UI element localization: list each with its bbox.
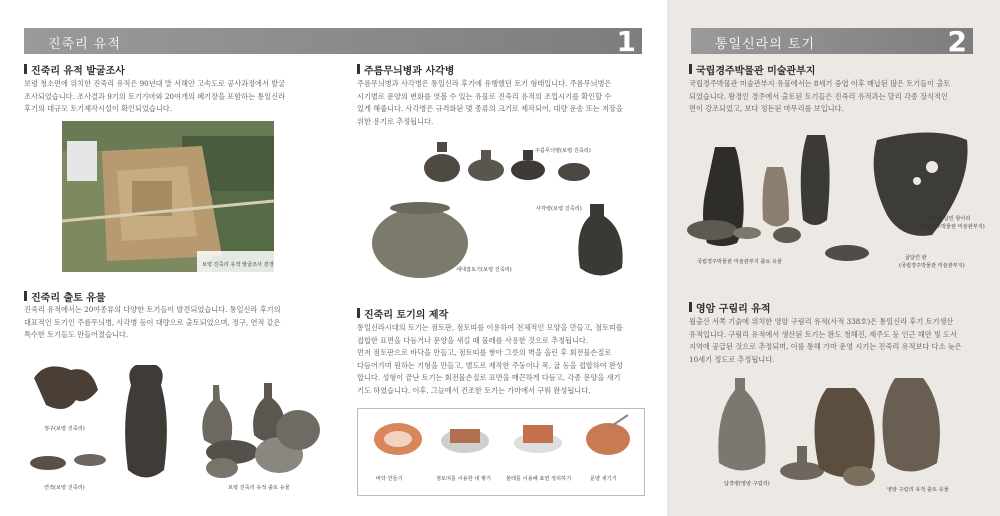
heading-bar: [689, 302, 692, 312]
caption-flat-bottle: 납작병(영암 구림리): [724, 481, 770, 487]
text-line: 먼저 점토판으로 바닥을 만들고, 점토띠를 쌓아 그릇의 벽을 올린 후 회전물손질로: [357, 348, 612, 357]
caption-museum-artifacts: 국립경주박물관 미술관부지 출토 유물: [697, 259, 783, 265]
caption-jinjuk-artifacts: 보령 진죽리 유적 출토 유물: [228, 485, 290, 491]
heading-excavation: 진죽리 유적 발굴조사: [31, 66, 125, 77]
text-line: 조사되었습니다. 조사결과 9기의 토기가마와 20여개의 폐기장을 포함하는 통일신라: [24, 91, 286, 101]
banner-title: 통일신라의 토기: [715, 37, 816, 52]
text-line: 특수한 토기들도 만들어졌습니다.: [24, 330, 129, 339]
paragraph-production: [357, 322, 647, 397]
paragraph-gurimri: [689, 316, 989, 366]
text-line: 주름무늬병과 사각병은 통일신라 후기에 유행했던 토기 형태입니다. 주름무늬병은: [357, 79, 612, 88]
paragraph-artifacts: [24, 304, 324, 342]
gurimri-pottery-group: [697, 368, 987, 498]
production-steps-panel: [357, 408, 645, 496]
heading-bar: [24, 291, 27, 301]
paragraph-bottles: [357, 78, 647, 128]
aerial-photo-graphic: [62, 121, 274, 272]
text-line: 다듬어가며 원하는 기형을 만들고, 별도로 제작한 주둥이나 목, 굽 등을 접합하여 완성: [357, 360, 623, 370]
text-line: 진죽리 유적에서는 20여종류의 다양한 토기들이 발견되었습니다. 통일신라 후기의: [24, 305, 281, 314]
heading-bar: [24, 64, 27, 74]
heading-production: 진죽리 토기의 제작: [364, 310, 449, 321]
text-line: 위한 용기로 추정됩니다.: [357, 116, 434, 126]
text-line: 기도 하였습니다. 이후, 그늘에서 건조한 토기는 가마에서 구워 완성됩니다.: [357, 385, 591, 395]
banner-number: 1: [616, 25, 636, 58]
section-banner-2: [691, 25, 973, 58]
bottles-pottery-group: [368, 138, 648, 286]
text-line: 면이 강조되었고, 보다 정돈된 마무리를 보입니다.: [689, 104, 844, 113]
caption-yeonjeok: 연적(보령 진죽리): [44, 485, 85, 491]
text-line: 합니다. 성형이 끝난 토기는 회전물손질로 표면을 매끈하게 다듬고, 각종 문양을 새기: [357, 373, 621, 382]
caption-gurimri-artifacts: 영암 구림리 유적 출토 유물: [887, 487, 949, 493]
step-caption-4: 문양 새기기: [590, 476, 617, 482]
text-line: 유적입니다. 구림리 유적에서 생산된 토기는 완도 청해진, 제주도 등 인근 해안 및 도서: [689, 329, 958, 339]
text-line: 10세기 정도로 추정됩니다.: [689, 354, 775, 364]
heading-museum-site: 국립경주박물관 미술관부지: [696, 66, 816, 77]
caption-jar: 세대잡토기(보령 진죽리): [456, 267, 512, 273]
step-caption-2: 점토띠를 이용한 내 쌓기: [436, 476, 492, 482]
paragraph-museum-site: [689, 78, 989, 116]
caption-handled-jar: 손잡이 달린 항아리: [927, 216, 971, 222]
text-line: 있게 해줍니다. 사각병은 규격화된 몇 종류의 크기로 제작되어, 대량 운송 또는 저장을: [357, 104, 623, 113]
caption-handled-jar-source: (국립경주박물관 미술관부지): [919, 224, 985, 230]
paragraph-excavation: [24, 78, 324, 116]
banner-number: 2: [947, 25, 967, 58]
heading-bar: [357, 64, 360, 74]
heading-gurimri: 영암 구림리 유적: [696, 304, 771, 315]
banner-title: 진죽리 유적: [48, 37, 121, 52]
museum-site-pottery-group: [677, 125, 987, 280]
photo-caption: 보령 진죽리 유적 발굴조사 전경: [202, 262, 274, 268]
section-banner-1: [24, 25, 642, 58]
text-line: 지역에 공급된 것으로 추정되며, 이를 통해 가마 운영 시기는 진죽리 유적보다 다소 늦은: [689, 342, 962, 351]
artifact-pottery-group: [26, 350, 326, 498]
step-caption-1: 바닥 만들기: [376, 476, 403, 482]
text-line: 보령 청소면에 위치한 진죽리 유적은 90년대 말 서해안 고속도로 공사과정에서 발굴: [24, 79, 286, 88]
caption-wrinkle-bottle: 주름무늬병(보령 진죽리): [535, 148, 591, 154]
text-line: 되었습니다. 왕경인 경주에서 출토된 토기들은 진죽리 유적과는 달리 각종 장식적인: [689, 91, 948, 101]
production-steps-illustration: [358, 409, 644, 479]
text-line: 통일신라시대의 토기는 점토판, 점토띠를 이용하여 전체적인 모양을 만들고, 점토띠를: [357, 323, 623, 332]
caption-footed-bowl: 굽달린 완: [905, 255, 927, 261]
text-line: 접합한 표면을 다듬거나 문양을 새길 때 물레를 사용한 것으로 추정됩니다.: [357, 335, 589, 345]
page-2: [667, 0, 1000, 516]
text-line: 월출산 서쪽 기슭에 위치한 영암 구림리 유적(사적 338호)은 통일신라 후기 토기생산: [689, 317, 954, 326]
heading-bar: [689, 64, 692, 74]
text-line: 시기별로 문양의 변화를 엿볼 수 있는 유물로 진죽리 유적의 조업시기를 확인할 수: [357, 91, 612, 101]
caption-footed-bowl-source: (국립경주박물관 미술관부지): [899, 263, 965, 269]
text-line: 대표적인 토기인 주름무늬병, 사각병 등이 대량으로 출토되었으며, 정구, 연적 같은: [24, 317, 281, 327]
step-caption-3: 물레를 이용해 표면 정리하기: [506, 476, 572, 482]
heading-artifacts: 진죽리 출토 유물: [31, 293, 106, 304]
text-line: 후기의 대규모 토기제작시설이 확인되었습니다.: [24, 104, 173, 113]
caption-jeonggu: 정구(보령 진죽리): [44, 426, 85, 432]
heading-bottles: 주름무늬병과 사각병: [364, 66, 455, 77]
heading-bar: [357, 308, 360, 318]
text-line: 국립경주박물관 미술관부지 유물에서는 8세기 중엽 이후 매납된 많은 토기들이 출토: [689, 79, 951, 88]
excavation-aerial-photo: [62, 121, 274, 272]
caption-square-bottle: 사각병(보령 진죽리): [536, 206, 582, 212]
